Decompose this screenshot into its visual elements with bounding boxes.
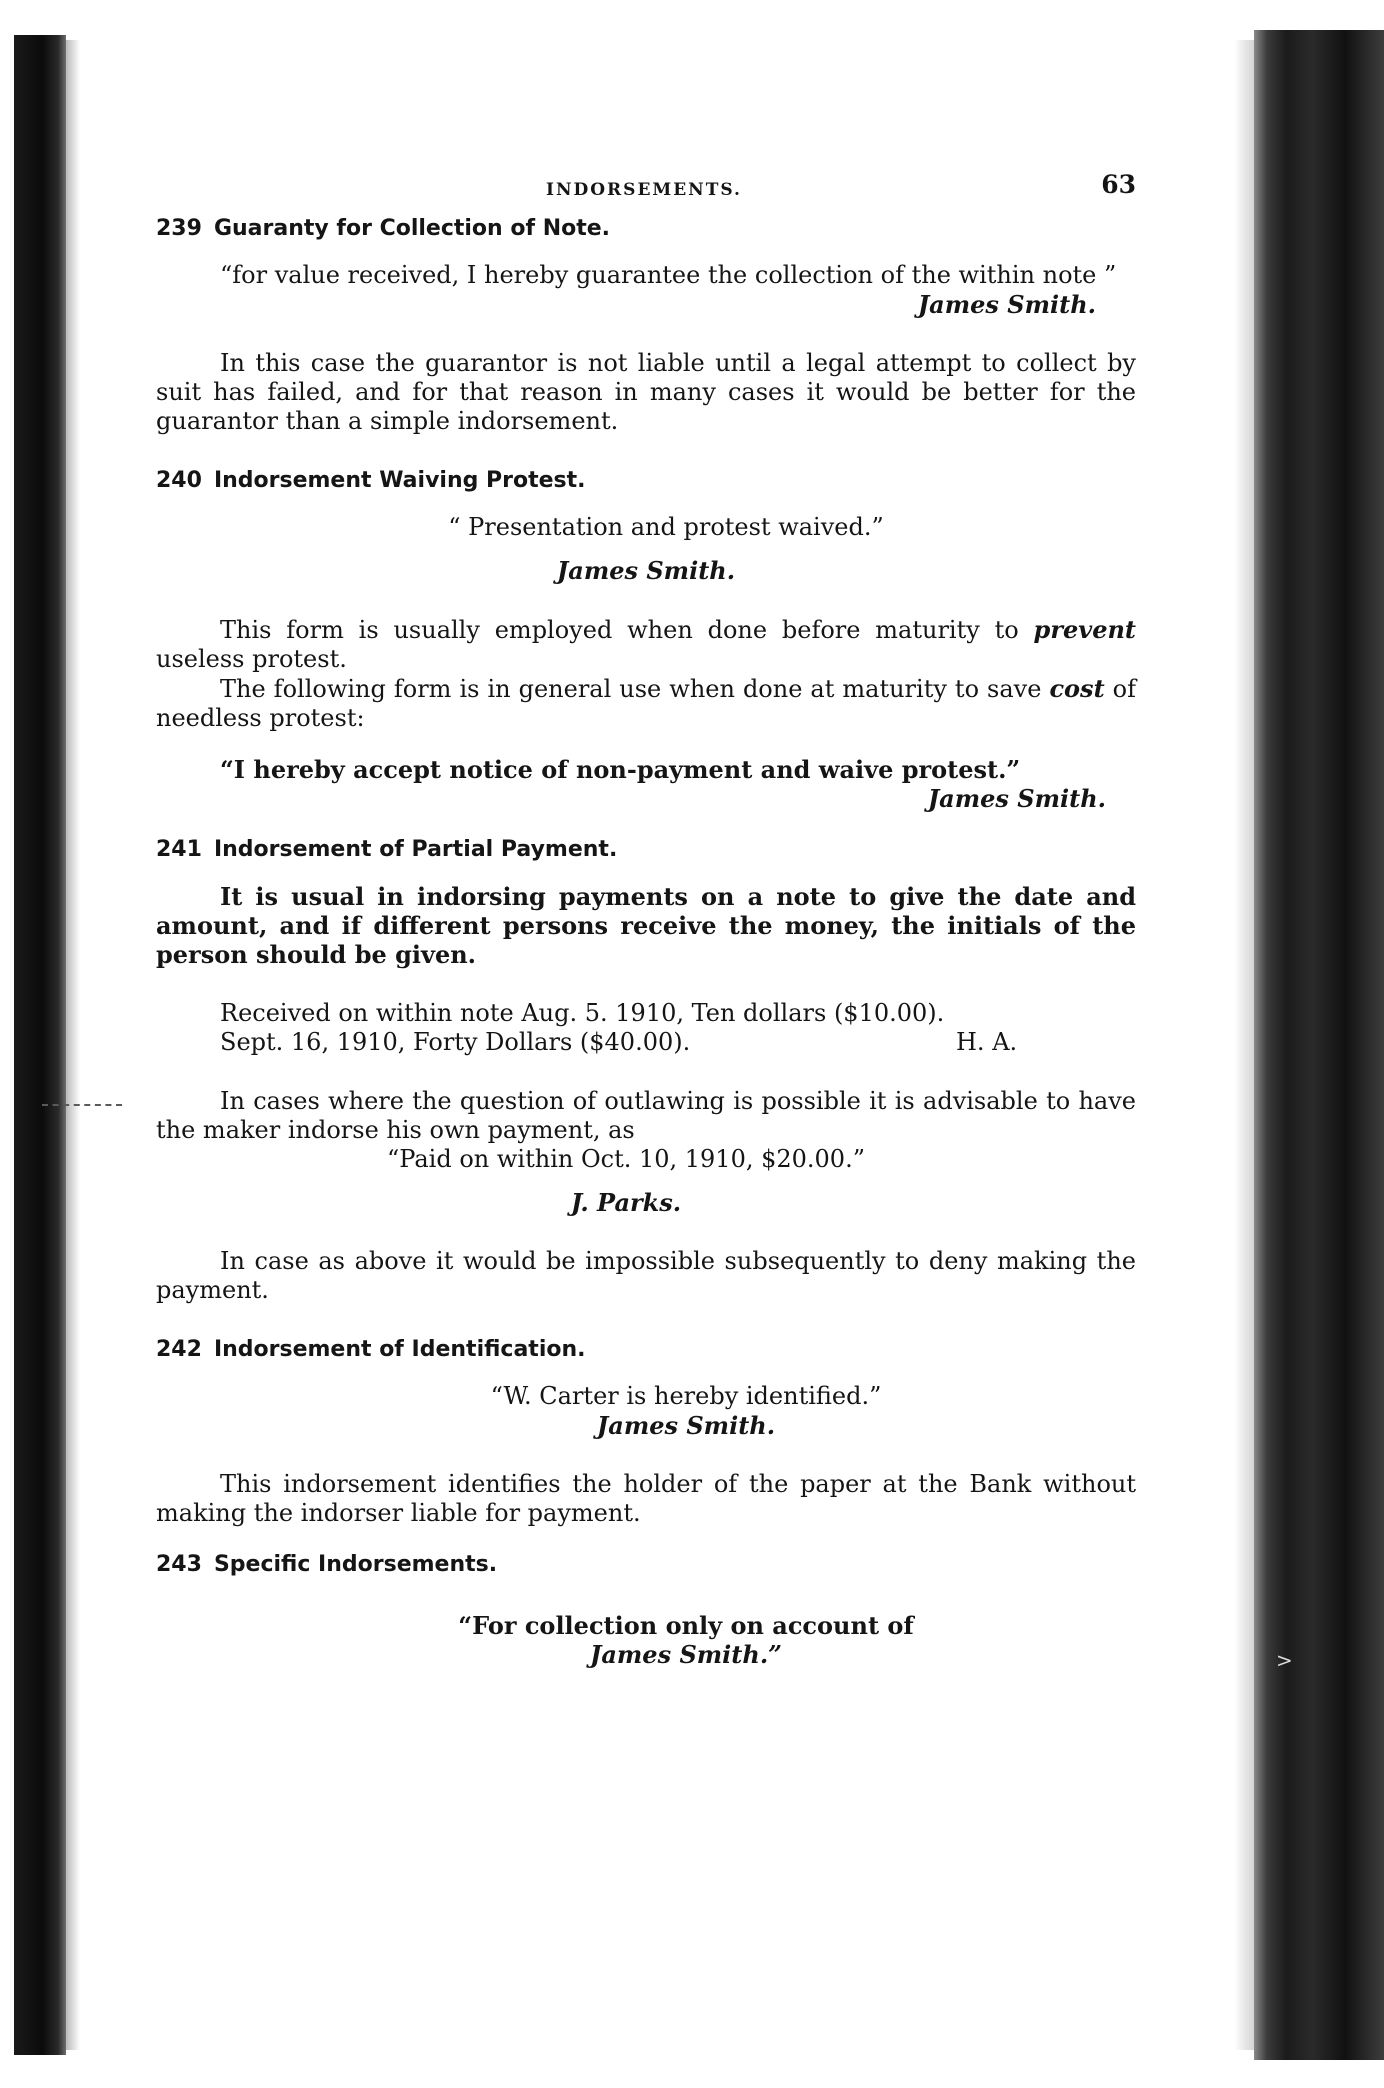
book-edge-right (1254, 30, 1384, 2060)
page-shadow-left (66, 40, 80, 2050)
page-content (156, 170, 1136, 1669)
waiver-explanation: This form is usually employed when done before maturity to prevent useless protest. (156, 615, 1136, 673)
page-number: 63 (1101, 170, 1136, 199)
section-number: 242 (156, 1337, 202, 1362)
payment-signature: J. Parks. (570, 1188, 682, 1217)
waiver-quote: “ Presentation and protest waived.” (448, 513, 884, 541)
section-241-heading (156, 835, 1136, 864)
book-spine-left (14, 35, 66, 2055)
page-gutter-right (1234, 40, 1254, 2050)
section-title: Indorsement of Identification. (213, 1337, 586, 1362)
specific-indorsement-quote: “For collection only on account of (458, 1611, 914, 1640)
section-number: 243 (156, 1552, 202, 1577)
partial-payment-explanation: It is usual in indorsing payments on a note to give the date and amount, and if different persons receive the money, the initials of the person should be given. (156, 882, 1136, 969)
payment-initials: H. A. (956, 1028, 1018, 1056)
section-title: Guaranty for Collection of Note. (213, 216, 611, 241)
margin-mark (42, 1104, 122, 1109)
section-title: Indorsement Waiving Protest. (213, 468, 586, 493)
payment-conclusion: In case as above it would be impossible subsequently to deny making the payment. (156, 1247, 1136, 1304)
waiver-maturity-note: The following form is in general use when done at maturity to save cost of needless protest: (156, 674, 1136, 732)
section-243-heading (156, 1550, 1136, 1579)
identification-signature: James Smith. (596, 1411, 776, 1440)
payment-record-text: Sept. 16, 1910, Forty Dollars ($40.00). (220, 1028, 691, 1056)
waiver-signature: James Smith. (556, 556, 736, 585)
outlawing-explanation: In cases where the question of outlawing is possible it is advisable to have the maker indorse his own payment, as (156, 1087, 1136, 1144)
running-head-title: INDORSEMENTS. (546, 180, 742, 200)
running-head (156, 170, 1136, 208)
waiver-signature-2: James Smith. (927, 784, 1106, 813)
edge-mark: > (1276, 1648, 1293, 1672)
section-title: Indorsement of Partial Payment. (213, 837, 618, 862)
identification-explanation: This indorsement identifies the holder of the paper at the Bank without making the indorser liable for payment. (156, 1470, 1136, 1527)
waiver-quote-2: “I hereby accept notice of non-payment and waive protest.” (220, 755, 1021, 784)
section-title: Specific Indorsements. (213, 1552, 498, 1577)
guaranty-signature: James Smith. (917, 290, 1096, 319)
specific-indorsement-signature: James Smith.” (590, 1640, 782, 1669)
section-number: 240 (156, 468, 202, 493)
section-239-heading (156, 214, 1136, 243)
section-number: 239 (156, 216, 202, 241)
section-242-heading (156, 1335, 1136, 1364)
payment-record-line-2 (156, 1028, 1136, 1057)
guaranty-explanation: In this case the guarantor is not liable until a legal attempt to collect by suit has failed, and for that reason in many cases it would be better for the guarantor than a simple indorsement. (156, 349, 1136, 435)
section-number: 241 (156, 837, 202, 862)
payment-record-line-1: Received on within note Aug. 5. 1910, Ten dollars ($10.00). (220, 999, 945, 1027)
guaranty-quote: “for value received, I hereby guarantee the collection of the within note ” (220, 261, 1117, 289)
scan-left-margin (0, 0, 14, 2088)
identification-quote: “W. Carter is hereby identified.” (490, 1382, 882, 1410)
payment-quote: “Paid on within Oct. 10, 1910, $20.00.” (387, 1145, 865, 1173)
section-240-heading (156, 466, 1136, 495)
